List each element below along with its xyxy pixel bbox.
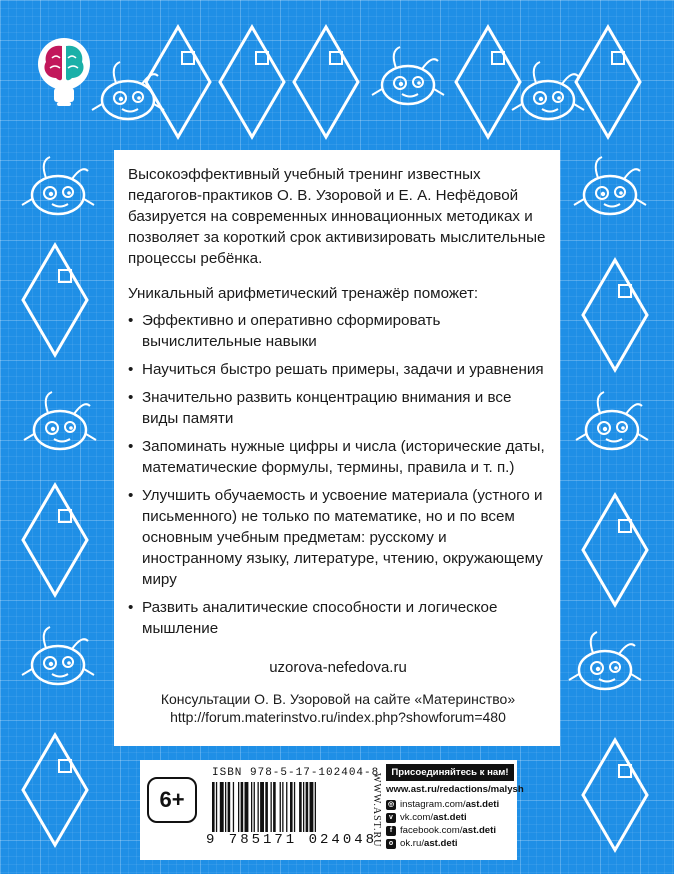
isbn-label: ISBN 978-5-17-102404-8 — [212, 767, 380, 779]
consultation-info — [128, 690, 548, 726]
ok-link[interactable] — [386, 837, 514, 850]
diamond-outline-icon — [146, 27, 210, 137]
benefits-list — [128, 310, 548, 639]
diamond-outline-icon — [583, 260, 647, 370]
list-item: • Развить аналитические способности и логическое мышление — [128, 597, 548, 639]
description-text-block — [128, 164, 548, 726]
diamond-outline-icon — [294, 27, 358, 137]
diamond-outline-icon — [583, 495, 647, 605]
diamond-outline-icon — [23, 485, 87, 595]
description-panel — [114, 150, 560, 746]
list-item: • Улучшить обучаемость и усвоение материала (устного и письменного) не только по математике, но и по всем основным учебным предметам: русскому и иностранному языку, литературе, чтению, окружающему миру — [128, 485, 548, 590]
lead-sentence: Уникальный арифметический тренажёр поможет: — [128, 285, 479, 302]
robot-creature-doodle-icon — [22, 157, 94, 214]
consultation-url[interactable]: http://forum.materinstvo.ru/index.php?showforum=480 — [170, 709, 506, 725]
publisher-url-vertical: WWW.AST.RU — [371, 773, 382, 848]
facebook-prefix: facebook.com/ — [400, 825, 463, 836]
instagram-icon: ◎ — [387, 800, 395, 808]
isbn-digits: 9 785171 024048 — [206, 832, 378, 848]
vk-link[interactable] — [386, 811, 514, 824]
robot-creature-doodle-icon — [576, 392, 648, 449]
social-links — [386, 764, 524, 850]
list-item: • Запоминать нужные цифры и числа (исторические даты, математические формулы, термины, правила и т. п.) — [128, 436, 548, 478]
intro-paragraph: Высокоэффективный учебный тренинг известных педагогов-практиков О. В. Узоровой и Е. А. Нефёдовой базируется на современных инновационных методиках и позволяет за короткий срок активизировать мыслительные процессы ребёнка. — [128, 166, 546, 267]
robot-creature-doodle-icon — [569, 632, 641, 689]
diamond-outline-icon — [23, 245, 87, 355]
robot-creature-doodle-icon — [24, 392, 96, 449]
instagram-prefix: instagram.com/ — [400, 799, 466, 810]
publisher-web-link[interactable]: www.ast.ru/redactions/malysh — [386, 784, 524, 795]
ok-icon: o — [386, 839, 396, 849]
join-us-banner: Присоединяйтесь к нам! — [386, 764, 514, 781]
diamond-outline-icon — [456, 27, 520, 137]
facebook-link[interactable] — [386, 824, 514, 837]
instagram-link[interactable] — [386, 798, 514, 811]
age-rating-badge: 6+ — [147, 777, 197, 823]
robot-creature-doodle-icon — [22, 627, 94, 684]
list-item: • Научиться быстро решать примеры, задачи и уравнения — [128, 359, 548, 380]
diamond-outline-icon — [583, 740, 647, 850]
instagram-handle: ast.deti — [465, 799, 500, 810]
vk-handle: ast.deti — [433, 812, 467, 823]
diamond-outline-icon — [576, 27, 640, 137]
vk-icon: v — [386, 813, 396, 823]
ok-prefix: ok.ru/ — [400, 838, 424, 849]
list-item: • Значительно развить концентрацию внимания и все виды памяти — [128, 387, 548, 429]
diamond-outline-icon — [220, 27, 284, 137]
website-link[interactable]: uzorova-nefedova.ru — [269, 659, 407, 676]
list-item: • Эффективно и оперативно сформировать вычислительные навыки — [128, 310, 548, 352]
consultation-text: Консультации О. В. Узоровой на сайте «Материнство» — [160, 691, 516, 707]
ok-handle: ast.deti — [424, 838, 458, 849]
robot-creature-doodle-icon — [574, 157, 646, 214]
facebook-icon: f — [386, 826, 396, 836]
vk-prefix: vk.com/ — [400, 812, 434, 823]
barcode-icon — [212, 782, 362, 832]
robot-creature-doodle-icon — [512, 62, 584, 119]
robot-creature-doodle-icon — [372, 47, 444, 104]
facebook-handle: ast.deti — [462, 825, 496, 836]
diamond-outline-icon — [23, 735, 87, 845]
